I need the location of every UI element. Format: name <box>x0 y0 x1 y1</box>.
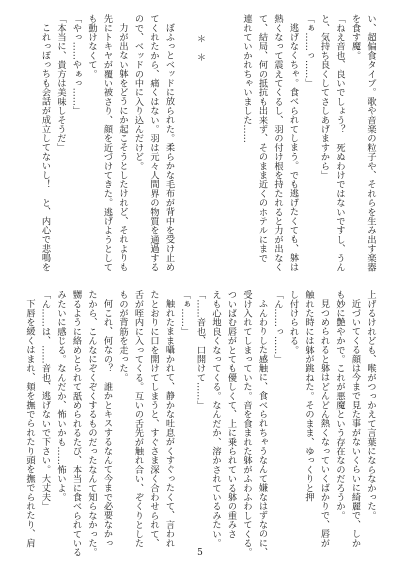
text-column: 受け入れてしまっていた。音を食まれた躰がふわふわしてくる。 <box>241 290 252 557</box>
upper-text-block <box>37 14 378 276</box>
page-number: 5 <box>197 548 203 558</box>
text-column: ふんわりした感触に、食べられちゃうなんて嫌なはずなのに、 <box>256 299 268 557</box>
text-column: 嬲るように絡めとられて舐められるたび、本当に食べられている <box>70 290 82 557</box>
text-column: たから、こんなにぞくぞくするものだったなんて知らなかった。 <box>86 290 97 557</box>
text-column: 舌が咥内に入ってくる。互いの舌先が触れ合い、ぞくりとした <box>132 290 144 548</box>
text-column: 何これ、何なの？ 誰かとキスするなんて今まで必要なかっ <box>101 299 113 548</box>
text-column: 上げるけれども、喉がつっかえて言葉にならなかった。 <box>365 290 376 520</box>
text-column: ついばむ唇がとても優しくて、上に乗られている躰の重みさ <box>225 290 237 539</box>
text-column: 「ねえ音也、良いでしょう？ 死ぬわけではないですし、うん <box>334 14 345 272</box>
text-column: と、気持ち良くしてさしあげますから」 <box>318 14 330 180</box>
text-column: て、結局、何の抵抗も出来ず、そのまま近くのホテルにまで <box>256 14 268 263</box>
text-column: 熱くなって震えてくるし、羽の付け根を持たれると力が出なく <box>272 14 283 272</box>
text-column: 力が出ない躰をどうにか起こそうとしたけれど、それよりも <box>117 23 128 272</box>
text-column: てくれたから、痛くはない。羽は元々人間界の物質を通過する <box>148 14 159 272</box>
text-column: 「本当に、貴方は美味しそうだ」 <box>55 14 66 152</box>
text-column: 「……音也、口開けて……」 <box>194 290 206 410</box>
text-column: ぼふっとベッドに放られた。柔らかな毛布が背中を受け止め <box>163 23 175 272</box>
section-break: ＊ ＊ <box>194 34 206 62</box>
text-column: 触れたまま囁かれて、静かな吐息がくすぐったくて、言われ <box>163 299 175 548</box>
text-column: ものが背筋を走った。 <box>117 290 128 382</box>
text-column: たとおりに口を開けてしまうと、すぐさま深く合わせられて、 <box>148 290 159 548</box>
text-column: 「ん……っ……」 <box>272 290 283 364</box>
text-column: これっぽっちも会話が成立してないし！ と、内心で悲鳴を <box>39 23 51 272</box>
lower-text-block <box>22 290 379 560</box>
text-column: も妙に艶やかで。これが悪魔という存在なのだろうか。 <box>334 290 345 520</box>
text-column: 触れた時には躰が跳ねた。そのまま、ゆっくりと押 <box>303 290 314 502</box>
text-column: も動けなくて。 <box>86 14 97 79</box>
text-column: 見つめられると躰はどんどん熱くなっていくばかりで、唇が <box>318 299 330 548</box>
text-column: 近づいてくる顔は今まで見た事がないくらいに綺麗で、しか <box>349 299 361 548</box>
text-column: 先にトキヤが覆い被さり、顔を近づけてきた。逃げようとして <box>101 14 113 272</box>
text-column: し付けられる。 <box>287 290 299 355</box>
text-column: 連れていかれちゃいました…… <box>241 14 252 143</box>
text-column: ので、ベッドの中に入り込んだけど。 <box>132 14 144 171</box>
text-column: い、超偏食タイプ。歌や音楽の粒子や、それらを生み出す楽器 <box>365 14 376 272</box>
text-column: 「やっ……やぁっ……」 <box>70 14 82 116</box>
text-column: 下唇を緩くはまれ、頬を撫でられたり頭を撫でられたり、肩 <box>24 299 35 548</box>
text-column: みたいに感じる。なんだか、怖いかも……怖いよ。 <box>55 290 66 502</box>
text-column: を食す魔。 <box>349 14 361 60</box>
text-column: 逃げなくちゃ。食べられてしまう。でも逃げたくても、躰は <box>287 23 299 272</box>
text-column: 「ぁ……っ……」 <box>303 14 314 88</box>
text-column: えも心地良くなってくる。なんだか、溶かされているみたい。 <box>210 290 221 548</box>
text-column: 「ぁ……」 <box>179 290 190 336</box>
text-column: 「ん……は、……音也、逃げないで下さい。大丈夫」 <box>39 290 51 511</box>
